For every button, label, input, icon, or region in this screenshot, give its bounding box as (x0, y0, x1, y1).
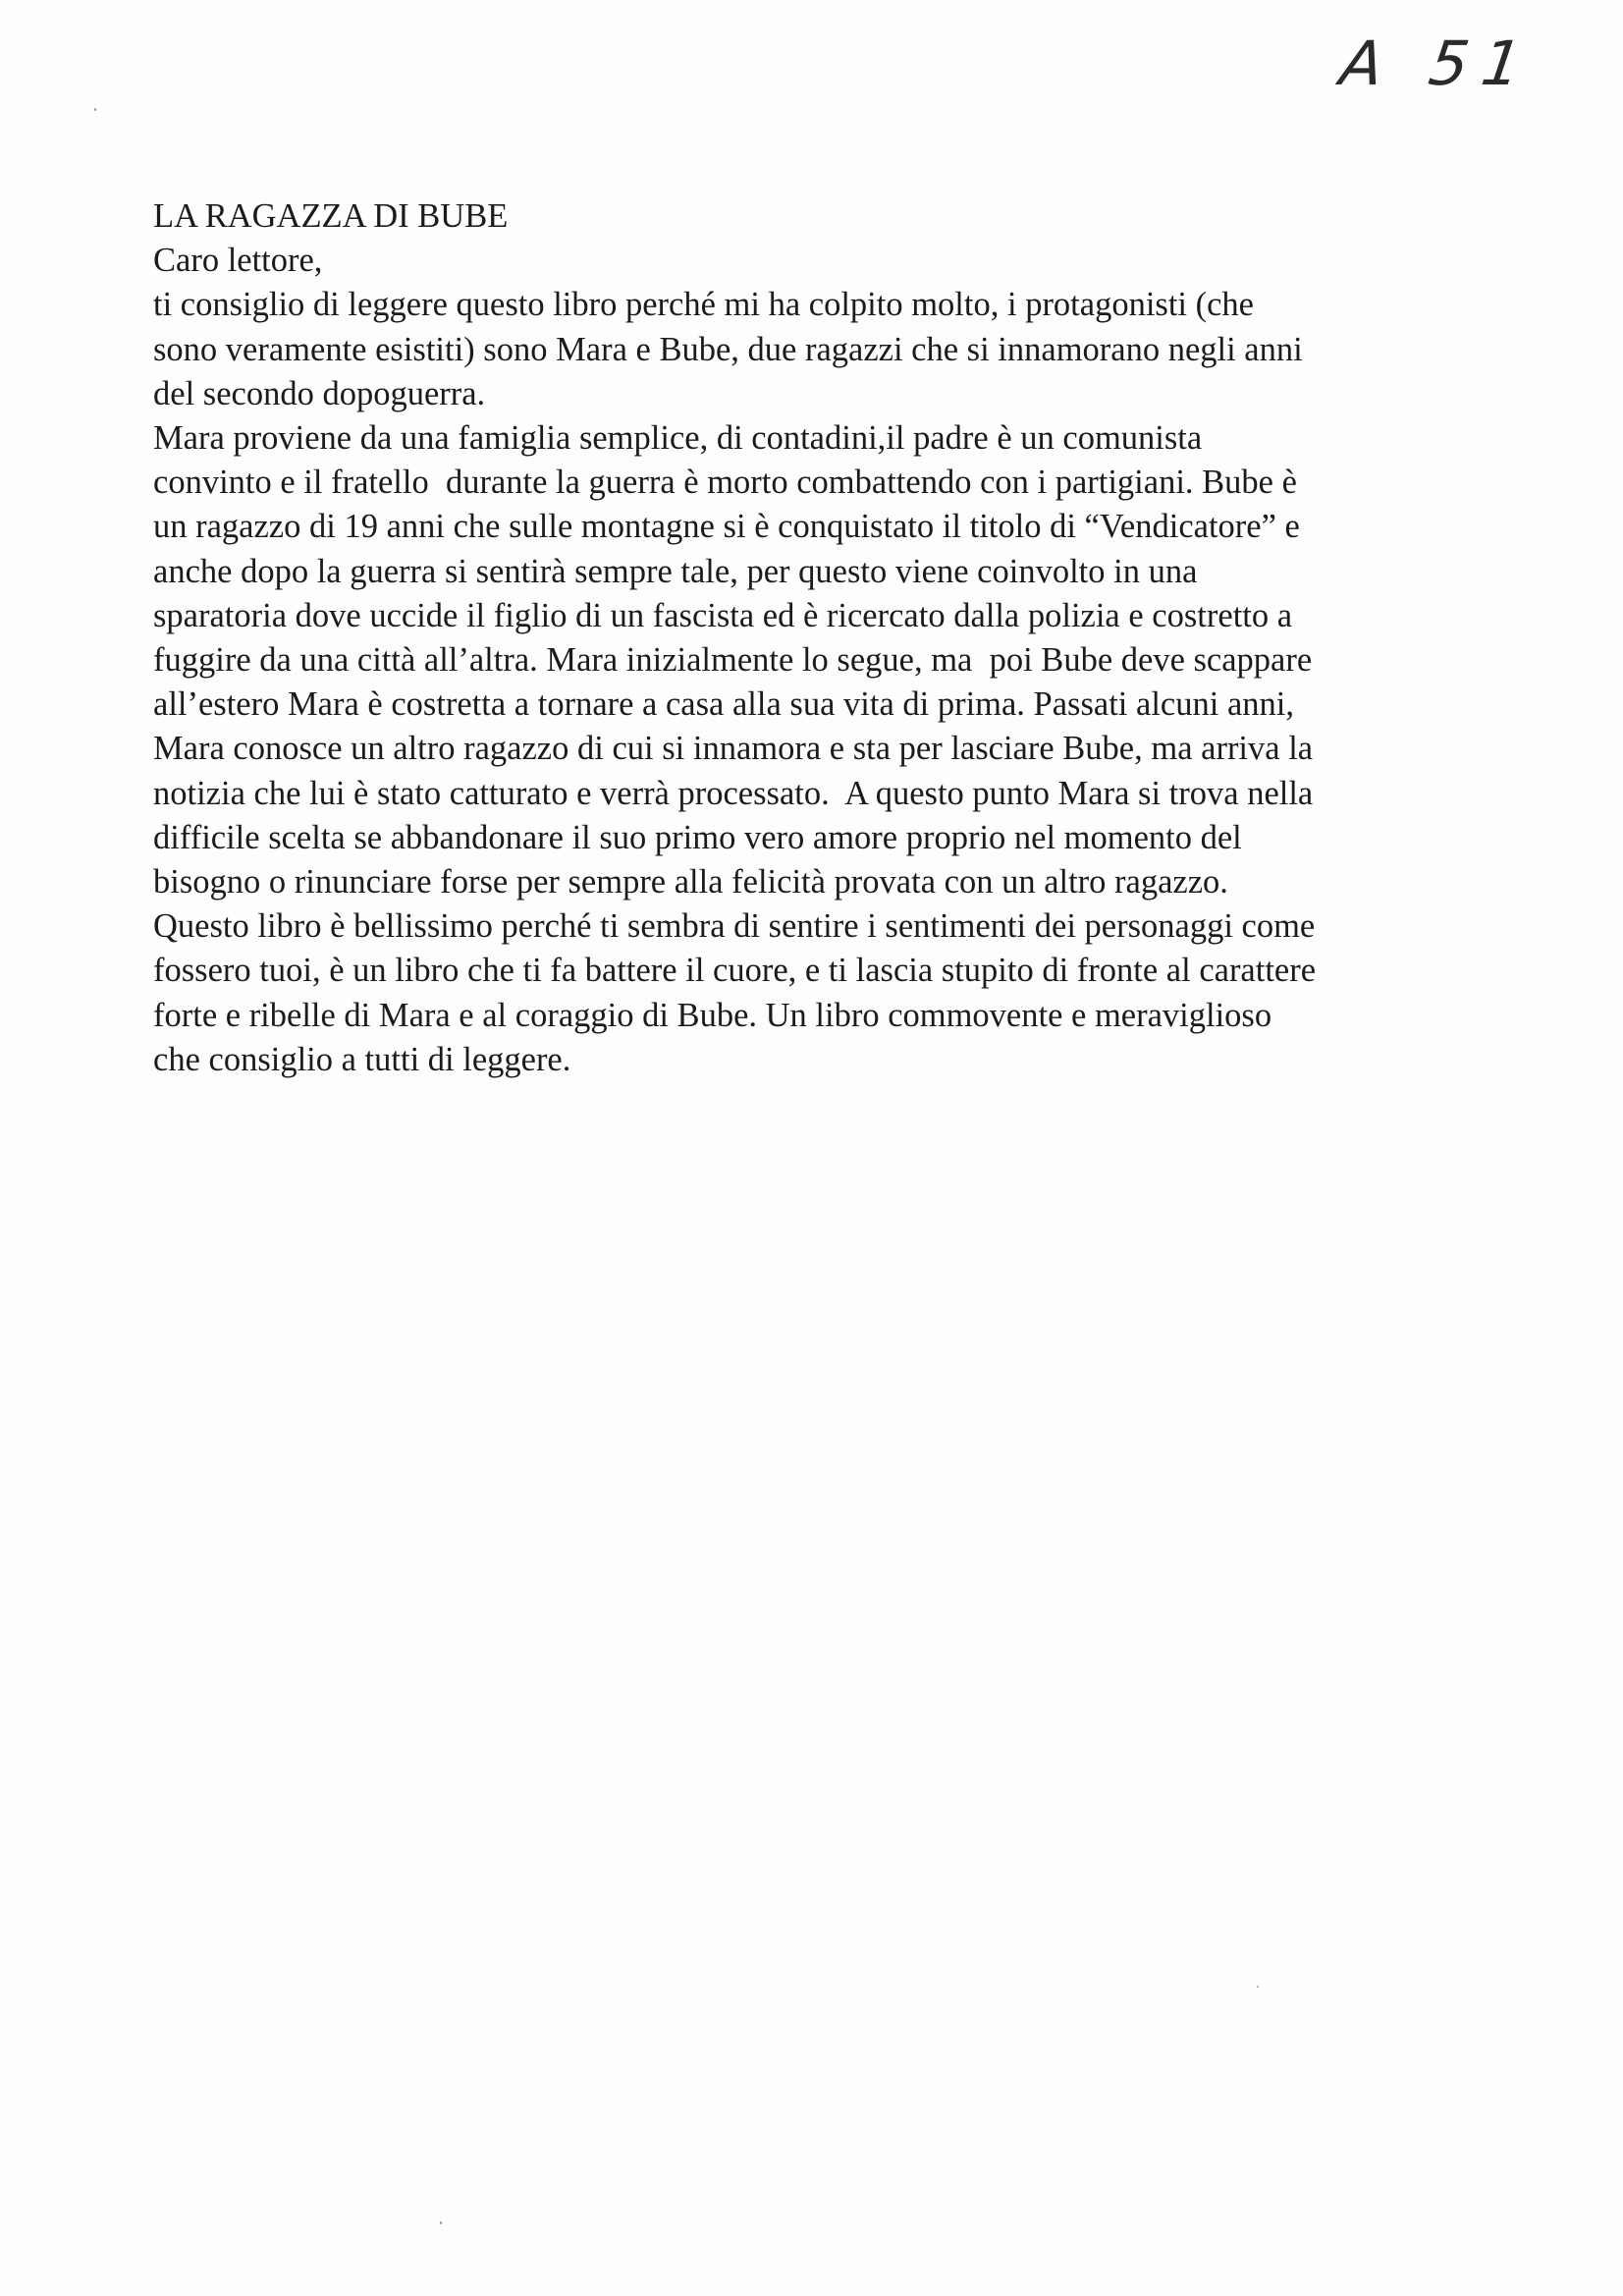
salutation: Caro lettore, (153, 242, 323, 280)
body-line: Mara conosce un altro ragazzo di cui si innamora e sta per lasciare Bube, ma arriva la (153, 730, 1314, 768)
body-line: all’estero Mara è costretta a tornare a casa alla sua vita di prima. Passati alcuni anni, (153, 685, 1294, 724)
body-line: ti consiglio di leggere questo libro perché mi ha colpito molto, i protagonisti (che (153, 286, 1254, 324)
body-line: bisogno o rinunciare forse per sempre alla felicità provata con un altro ragazzo. (153, 863, 1228, 902)
body-line: forte e ribelle di Mara e al coraggio di Bube. Un libro commovente e meraviglioso (153, 996, 1272, 1034)
scan-speck (94, 108, 96, 111)
body-line: sparatoria dove uccide il figlio di un fascista ed è ricercato dalla polizia e costretto a (153, 596, 1293, 634)
body-line: un ragazzo di 19 anni che sulle montagne si è conquistato il titolo di “Vendicatore” e (153, 508, 1300, 546)
body-line: Questo libro è bellissimo perché ti sembra di sentire i sentimenti dei personaggi come (153, 907, 1316, 946)
body-line: che consiglio a tutti di leggere. (153, 1040, 571, 1078)
scan-speck (1257, 1986, 1259, 1988)
review-text (153, 194, 1488, 1082)
scan-speck (440, 2221, 442, 2224)
body-line: difficile scelta se abbandonare il suo primo vero amore proprio nel momento del (153, 818, 1242, 856)
body-line: sono veramente esistiti) sono Mara e Bube, due ragazzi che si innamorano negli anni (153, 330, 1303, 368)
body-line: fossero tuoi, è un libro che ti fa battere il cuore, e ti lascia stupito di fronte al carattere (153, 952, 1317, 990)
handwritten-page-mark: A 51 (1335, 27, 1541, 99)
body-line: convinto e il fratello durante la guerra è morto combattendo con i partigiani. Bube è (153, 464, 1297, 502)
body-line: del secondo dopoguerra. (153, 374, 486, 412)
body-line: fuggire da una città all’altra. Mara inizialmente lo segue, ma poi Bube deve scappare (153, 641, 1313, 680)
body-line: Mara proviene da una famiglia semplice, di contadini,il padre è un comunista (153, 419, 1203, 458)
body-line: anche dopo la guerra si sentirà sempre tale, per questo viene coinvolto in una (153, 552, 1198, 590)
body-line: notizia che lui è stato catturato e verrà processato. A questo punto Mara si trova nella (153, 774, 1314, 812)
document-title: LA RAGAZZA DI BUBE (153, 197, 509, 235)
